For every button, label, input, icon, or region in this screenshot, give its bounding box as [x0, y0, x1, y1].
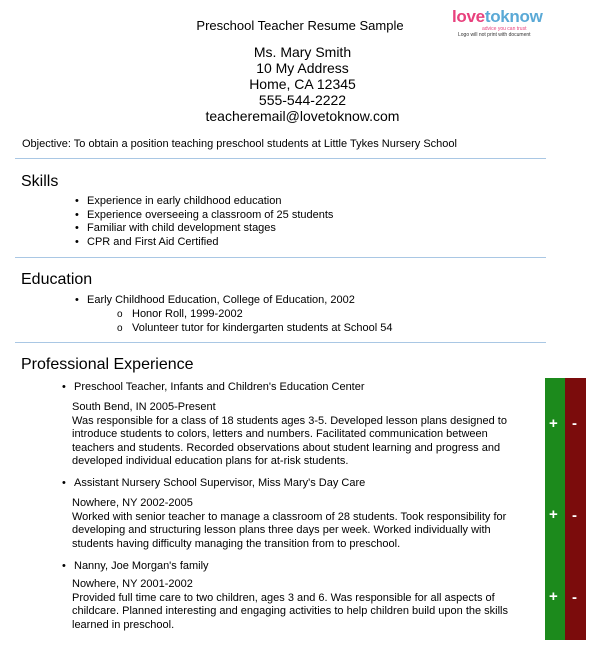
job-details [72, 497, 506, 551]
job-title-list [62, 381, 365, 395]
skills-heading: Skills [21, 173, 59, 190]
logo-tagline: advice you can trust [482, 26, 527, 32]
contact-address: 10 My Address [256, 60, 349, 76]
job-description-line: Was responsible for a class of 18 students ages 3-5. Developed lesson plans designed to [72, 414, 507, 427]
section-divider [15, 257, 546, 258]
logo-print-note: Logo will not print with document [458, 32, 531, 38]
collapse-button[interactable]: - [572, 507, 577, 524]
logo-part-love: love [452, 7, 485, 26]
job-title-list [62, 560, 209, 574]
document-title: Preschool Teacher Resume Sample [196, 18, 404, 33]
job-title: • Nanny, Joe Morgan's family [62, 560, 209, 574]
job-title: • Preschool Teacher, Infants and Children's Education Center [62, 381, 365, 395]
contact-name: Ms. Mary Smith [253, 44, 352, 60]
job-description-line: Worked with senior teacher to manage a classroom of 28 students. Took responsibility for [72, 510, 507, 523]
skill-item: • Familiar with child development stages [75, 222, 333, 236]
job-location: Nowhere, NY 2002-2005 [72, 497, 193, 509]
contact-email: teacheremail@lovetoknow.com [205, 108, 400, 124]
education-list [75, 294, 355, 308]
expand-button[interactable]: + [549, 415, 558, 432]
logo-part-to: to [484, 7, 501, 26]
education-sub-item: o Honor Roll, 1999-2002 [117, 308, 393, 322]
collapse-button[interactable]: - [572, 415, 577, 432]
job-description-line: teachers and students. Recorded observations about student learning and progress and [72, 441, 501, 454]
skill-item: • Experience in early childhood education [75, 195, 333, 209]
education-heading: Education [21, 271, 93, 288]
section-divider [15, 342, 546, 343]
job-location: Nowhere, NY 2001-2002 [72, 578, 193, 590]
job-details [72, 578, 508, 632]
job-description-line: introduce students to colors, letters and numbers. Facilitated communication between [72, 428, 488, 440]
job-title-list [62, 477, 365, 491]
education-sublist [117, 308, 393, 335]
education-entry: • Early Childhood Education, College of Education, 2002 [75, 294, 355, 308]
objective-text: Objective: To obtain a position teaching preschool students at Little Tykes Nursery School [22, 138, 457, 150]
skills-list [75, 195, 333, 249]
job-description-line: Provided full time care to two children, ages 3 and 6. Was responsible for all aspects of [72, 591, 495, 604]
job-description-line: developed individual education plans for at-risk students. [72, 455, 349, 467]
education-sub-item: o Volunteer tutor for kindergarten students at School 54 [117, 322, 393, 336]
collapse-button[interactable]: - [572, 589, 577, 606]
logo-wordmark [452, 8, 552, 26]
job-details [72, 401, 507, 469]
job-description-line: students having difficulty managing the transition from to preschool. [72, 537, 401, 550]
experience-heading: Professional Experience [21, 356, 194, 373]
collapse-column [565, 378, 586, 640]
expand-column [545, 378, 565, 640]
lovetoknow-logo [452, 8, 552, 39]
contact-city: Home, CA 12345 [249, 76, 356, 92]
job-location: South Bend, IN 2005-Present [72, 401, 216, 413]
logo-part-know: know [500, 7, 543, 26]
skill-item: • CPR and First Aid Certified [75, 236, 333, 250]
expand-button[interactable]: + [549, 506, 558, 523]
contact-phone: 555-544-2222 [258, 92, 347, 108]
job-description-line: childcare. Planned interesting and engaging activities to help children build upon the skills [72, 605, 508, 617]
section-divider [15, 158, 546, 159]
job-title: • Assistant Nursery School Supervisor, Miss Mary's Day Care [62, 477, 365, 491]
skill-item: • Experience overseeing a classroom of 25 students [75, 209, 333, 223]
expand-button[interactable]: + [549, 588, 558, 605]
job-description-line: learned in preschool. [72, 618, 175, 631]
job-description-line: developing and structuring lesson plans three days per week. Worked individually with [72, 524, 491, 536]
